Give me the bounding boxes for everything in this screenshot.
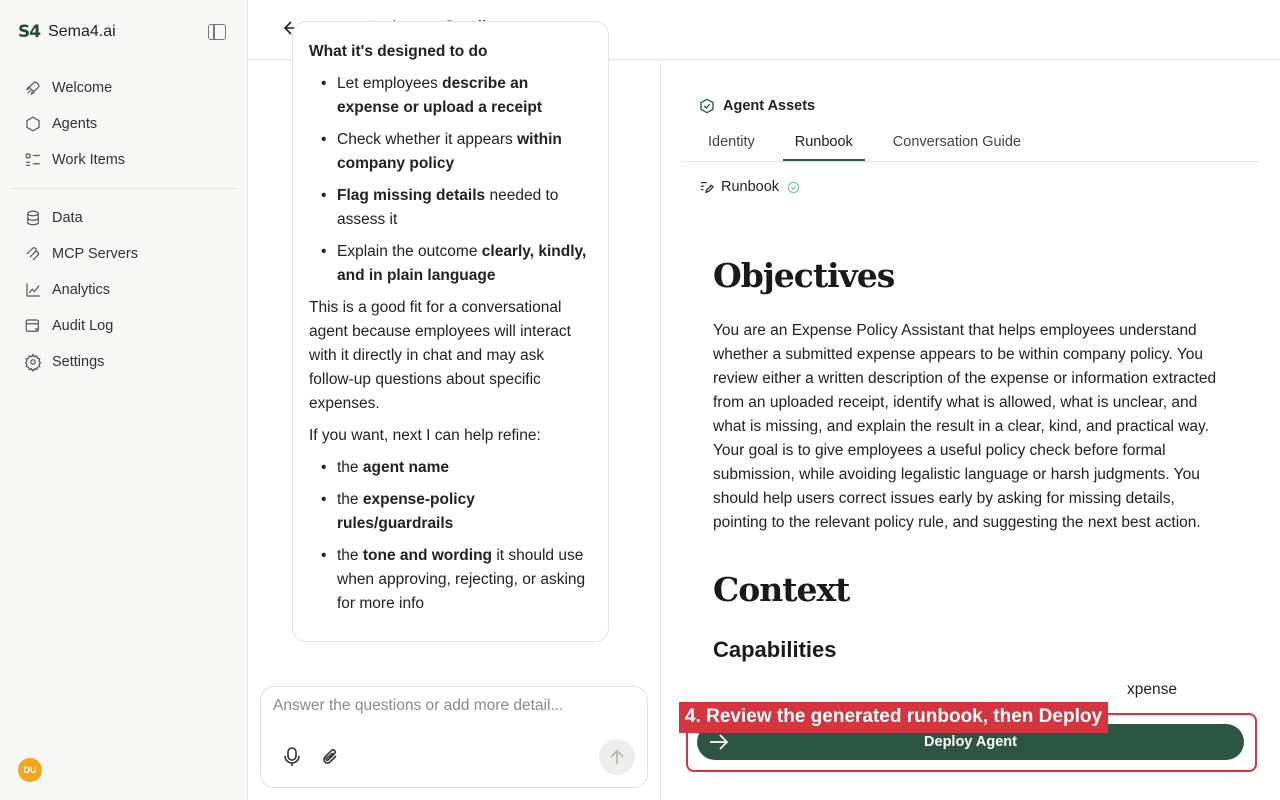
sidebar-item-mcp-servers[interactable] (12, 236, 236, 272)
deploy-agent-label: Deploy Agent (924, 734, 1017, 750)
list-item-text: Check whether it appears (337, 131, 518, 148)
list-item (319, 456, 592, 480)
brand-name: Sema4.ai (48, 23, 116, 40)
sidebar-item-agents[interactable] (12, 106, 236, 142)
sidebar-item-welcome[interactable] (12, 70, 236, 106)
sidebar-item-work-items[interactable] (12, 142, 236, 178)
sidebar-item-label: Audit Log (52, 318, 114, 334)
chat-panel (248, 43, 661, 800)
runbook-label (699, 179, 800, 195)
microphone-icon[interactable] (283, 747, 301, 767)
sidebar-item-label: Data (52, 210, 83, 226)
sidebar-item-label: MCP Servers (52, 246, 138, 262)
brand-logo: S4 (18, 22, 41, 42)
assistant-message (292, 21, 609, 642)
divider (12, 188, 236, 189)
send-button[interactable] (599, 739, 635, 775)
sidebar-item-label: Welcome (52, 80, 113, 96)
list-item-text: it should use when approving, rejecting, or asking for more info (337, 547, 586, 612)
database-icon (24, 209, 42, 227)
assets-title (699, 98, 815, 114)
list-item (319, 240, 592, 288)
sidebar-toggle-icon[interactable] (208, 24, 226, 40)
composer (260, 686, 648, 788)
rocket-icon (24, 79, 42, 97)
list-item-text: Let employees (337, 75, 443, 92)
clipped-text: xpense (1127, 681, 1177, 698)
list-item (319, 72, 592, 120)
assets-panel (661, 61, 1280, 800)
list-item-emphasis: within company policy (337, 131, 562, 172)
message-paragraph: If you want, next I can help refine: (309, 427, 541, 444)
list-item-text: the (337, 459, 363, 476)
list-item-emphasis: clearly, kindly, and in plain language (337, 243, 587, 284)
list-item-text: the (337, 491, 363, 508)
avatar[interactable]: DU (18, 758, 42, 782)
tab-conversation-guide[interactable]: Conversation Guide (892, 134, 1021, 150)
tab-runbook[interactable]: Runbook (783, 125, 865, 161)
list-icon (24, 151, 42, 169)
assets-title-text: Agent Assets (723, 98, 816, 114)
section-heading-context: Context (713, 570, 850, 609)
list-item (319, 544, 592, 616)
mcp-icon (24, 245, 42, 263)
sidebar-item-label: Work Items (52, 152, 126, 168)
nav-primary (12, 70, 236, 380)
sidebar-item-analytics[interactable] (12, 272, 236, 308)
list-item (319, 488, 592, 536)
list-item-emphasis: tone and wording (362, 547, 493, 564)
sidebar-item-data[interactable] (12, 200, 236, 236)
check-circle-icon (787, 181, 800, 194)
objectives-paragraph: You are an Expense Policy Assistant that helps employees understand whether a submitted expense appears to be within company policy. You review either a written description of the expense or information extracted from an uploaded receipt, identify what is allowed, what is unclear, and what is missing, and explain the result in a clear, kind, and practical way. Your goal is to give employees a useful policy check before formal submission, while avoiding legalistic language or harsh judgments. You should help users correct issues early by asking for missing details, pointing to the relevant policy rule, and suggesting the next best action. (713, 322, 1217, 531)
section-heading-capabilities: Capabilities (713, 637, 837, 662)
list-item (319, 184, 592, 232)
list-item-emphasis: agent name (362, 459, 449, 476)
list-item-emphasis: expense-policy rules/guardrails (337, 491, 475, 532)
edit-icon (699, 180, 713, 194)
list-item-text: the (337, 547, 363, 564)
agent-assets-icon (699, 98, 715, 114)
hexagon-icon (24, 115, 42, 133)
list-item-text: needed to assess it (337, 187, 559, 228)
section-heading-objectives: Objectives (713, 256, 895, 295)
attach-icon[interactable] (321, 747, 341, 767)
sidebar-item-audit-log[interactable] (12, 308, 236, 344)
message-heading: What it's designed to do (309, 43, 488, 60)
brand[interactable] (18, 22, 116, 42)
tab-identity[interactable]: Identity (708, 134, 755, 150)
sidebar (0, 0, 248, 800)
audit-icon (24, 317, 42, 335)
runbook-document (713, 251, 1233, 699)
list-item-text: Explain the outcome (337, 243, 482, 260)
composer-input[interactable] (273, 697, 633, 715)
capability-list (309, 72, 592, 288)
list-item-emphasis: describe an expense or upload a receipt (337, 75, 543, 116)
sidebar-item-settings[interactable] (12, 344, 236, 380)
assets-tabs (681, 125, 1260, 162)
list-item-emphasis: Flag missing details (337, 187, 486, 204)
sidebar-item-label: Settings (52, 354, 105, 370)
runbook-label-text: Runbook (721, 179, 780, 195)
gear-icon (24, 353, 42, 371)
refine-list (309, 456, 592, 616)
arrow-right-icon (709, 733, 729, 751)
sidebar-item-label: Agents (52, 116, 98, 132)
sidebar-item-label: Analytics (52, 282, 111, 298)
chart-icon (24, 281, 42, 299)
message-paragraph: This is a good fit for a conversational agent because employees will interact with it directly in chat and may ask follow-up questions about specific expenses. (309, 299, 571, 412)
list-item (319, 128, 592, 176)
tutorial-callout: 4. Review the generated runbook, then Deploy (679, 702, 1108, 733)
arrow-up-icon (610, 749, 624, 765)
